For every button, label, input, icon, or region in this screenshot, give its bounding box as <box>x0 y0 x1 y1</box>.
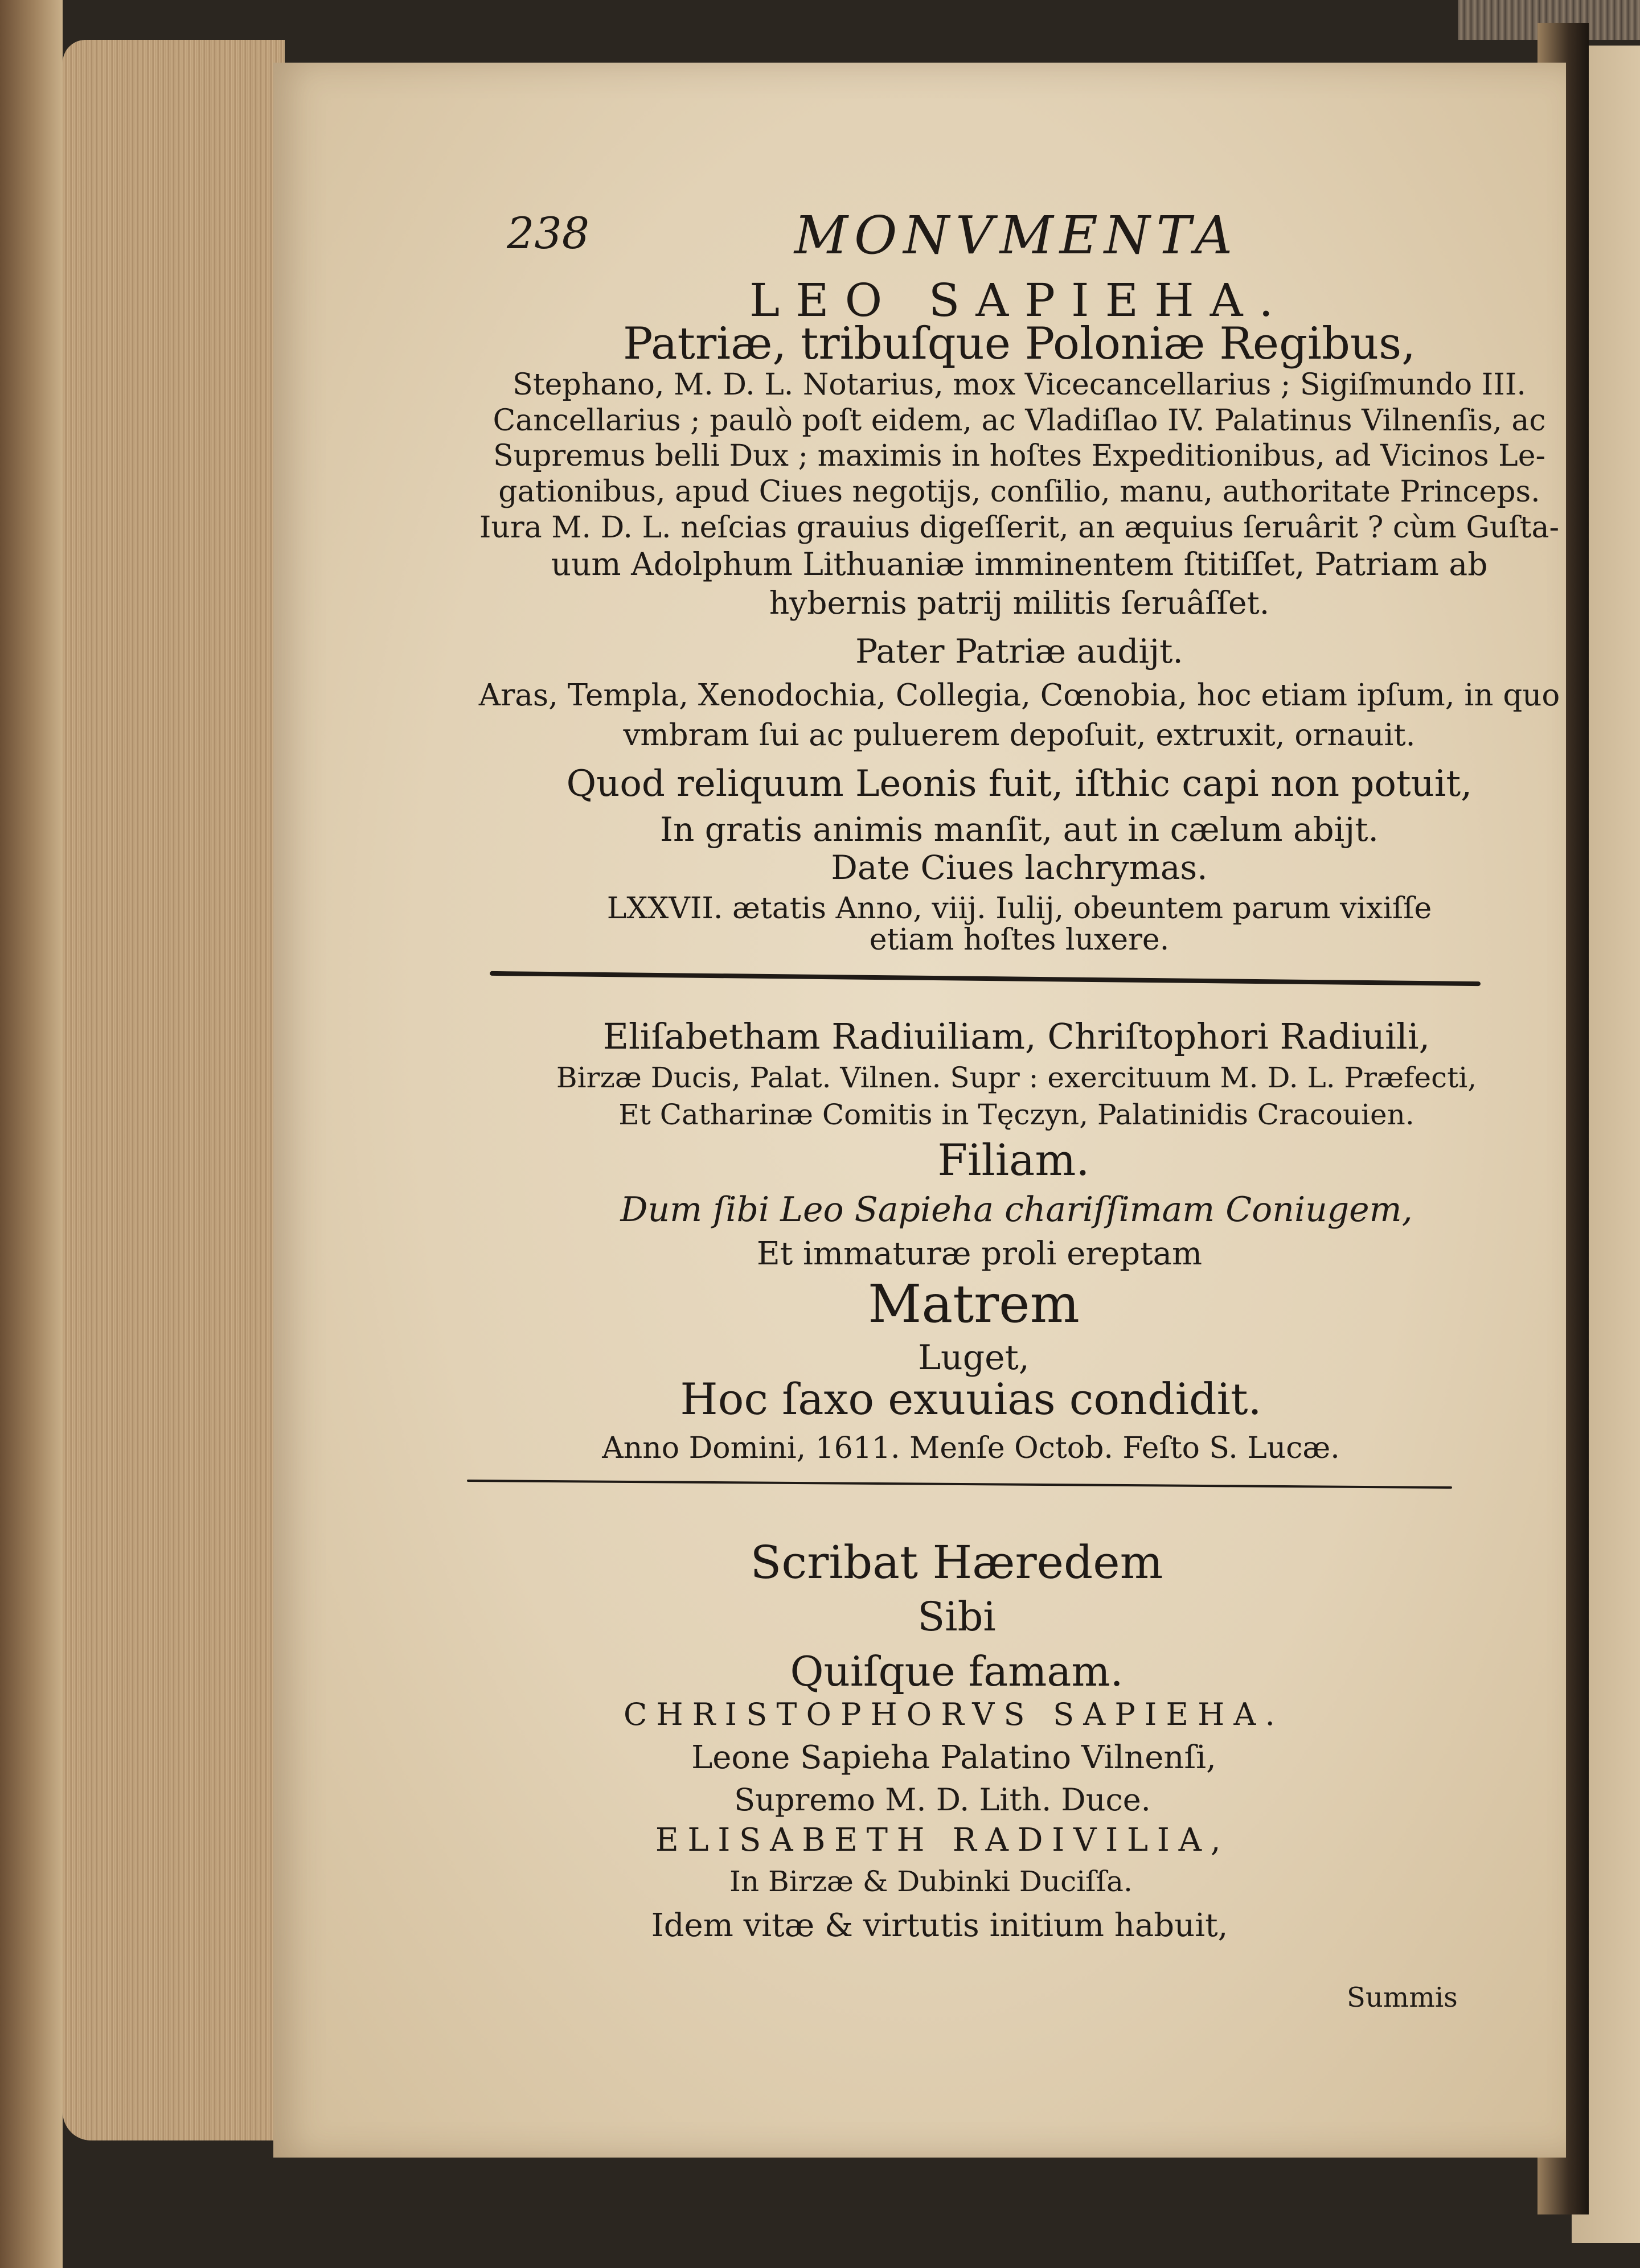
epitaph-name-leo-sapieha: LEO SAPIEHA. <box>749 274 1289 327</box>
epitaph3-line: Supremo M. D. Lith. Duce. <box>734 1782 1151 1818</box>
epitaph2-line: Eliſabetham Radiuiliam, Chriſtophori Radiuili, <box>602 1016 1430 1057</box>
epitaph3-line: In Birzæ & Dubinki Duciſſa. <box>729 1865 1133 1898</box>
epitaph3-line: Sibi <box>917 1593 996 1640</box>
epitaph2-line: Hoc ſaxo exuuias condidit. <box>680 1374 1262 1424</box>
epitaph3-line: Scribat Hæredem <box>750 1536 1163 1589</box>
catchword: Summis <box>1347 1982 1458 2014</box>
epitaph1-line: Stephano, M. D. L. Notarius, mox Vicecancellarius ; Sigiſmundo III. <box>512 368 1526 402</box>
epitaph3-line: Leone Sapieha Palatino Vilnenſi, <box>691 1739 1216 1776</box>
epitaph1-line: Pater Patriæ audijt. <box>855 632 1183 671</box>
page-edges <box>63 40 285 2140</box>
epitaph3-line: Quiſque famam. <box>790 1647 1124 1695</box>
epitaph1-line: Date Ciues lachrymas. <box>831 848 1208 887</box>
epitaph1-line: Iura M. D. L. neſcias grauius digeſſerit, an æquius ſeruârit ? cùm Guſta- <box>479 511 1560 545</box>
epitaph1-line: gationibus, apud Ciues negotijs, conſilio, manu, authoritate Princeps. <box>498 475 1540 509</box>
epitaph2-line: Luget, <box>918 1338 1030 1378</box>
running-title: MONVMENTA <box>794 205 1239 266</box>
epitaph1-line: Cancellarius ; paulò poſt eidem, ac Vladiſlao IV. Palatinus Vilnenſis, ac <box>493 404 1546 438</box>
epitaph1-line: Patriæ, tribuſque Poloniæ Regibus, <box>623 318 1416 369</box>
epitaph1-line: Quod reliquum Leonis fuit, iſthic capi non potuit, <box>566 763 1473 805</box>
epitaph1-line: uum Adolphum Lithuaniæ imminentem ſtitiſſet, Patriam ab <box>551 546 1488 582</box>
epitaph2-line: Et Catharinæ Comitis in Tęczyn, Palatinidis Cracouien. <box>618 1098 1414 1131</box>
epitaph2-line: Anno Domini, 1611. Menſe Octob. Feſto S. Lucæ. <box>602 1431 1340 1465</box>
book-binding <box>0 0 63 2268</box>
epitaph1-line: etiam hoſtes luxere. <box>869 923 1170 957</box>
epitaph2-line: Dum ſibi Leo Sapieha chariſſimam Coniugem, <box>620 1190 1413 1230</box>
epitaph2-line: Filiam. <box>937 1135 1090 1185</box>
epitaph3-line: ELISABETH RADIVILIA, <box>655 1822 1230 1859</box>
epitaph1-line: Supremus belli Dux ; maximis in hoſtes Expeditionibus, ad Vicinos Le- <box>493 439 1546 473</box>
epitaph1-line: LXXVII. ætatis Anno, viij. Iulij, obeuntem parum vixiſſe <box>606 891 1432 926</box>
epitaph1-line: hybernis patrij militis ſeruâſſet. <box>769 585 1270 621</box>
epitaph2-line: Matrem <box>868 1273 1080 1334</box>
epitaph3-line: Idem vitæ & virtutis initium habuit, <box>651 1907 1228 1944</box>
epitaph1-line: vmbram ſui ac puluerem depoſuit, extruxit, ornauit. <box>623 718 1416 753</box>
epitaph3-line: CHRISTOPHORVS SAPIEHA. <box>624 1696 1284 1732</box>
epitaph2-line: Birzæ Ducis, Palat. Vilnen. Supr : exercituum M. D. L. Præfecti, <box>556 1061 1477 1094</box>
epitaph1-line: Aras, Templa, Xenodochia, Collegia, Cœnobia, hoc etiam ipſum, in quo <box>478 678 1560 713</box>
page-number: 238 <box>507 208 590 258</box>
epitaph2-line: Et immaturæ proli ereptam <box>756 1235 1203 1272</box>
epitaph1-line: In gratis animis manſit, aut in cælum abijt. <box>660 810 1379 849</box>
